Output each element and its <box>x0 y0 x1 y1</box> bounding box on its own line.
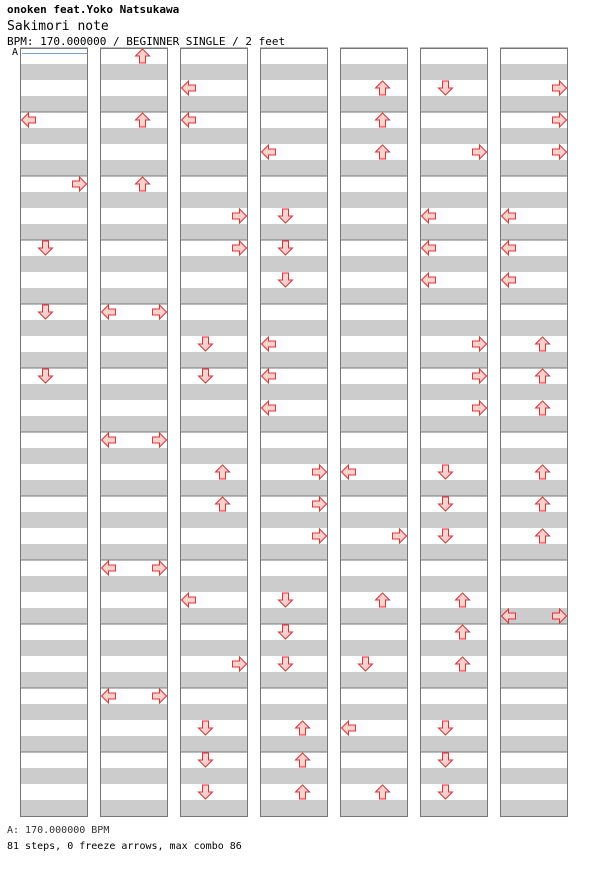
beat-stripe <box>260 448 328 464</box>
song-artist: onoken feat.Yoko Natsukawa <box>7 3 180 16</box>
step-arrow-icon <box>313 497 327 511</box>
beat-stripe <box>420 416 488 432</box>
step-arrow-icon <box>153 433 167 447</box>
step-arrow-icon <box>39 305 53 319</box>
step-arrow-icon <box>393 529 407 543</box>
beat-stripe <box>180 384 248 400</box>
beat-stripe <box>260 288 328 304</box>
step-arrow-icon <box>376 785 390 799</box>
beat-stripe <box>260 352 328 368</box>
beat-stripe <box>180 64 248 80</box>
beat-stripe <box>500 224 568 240</box>
step-arrow-icon <box>73 177 87 191</box>
step-arrow-icon <box>536 401 550 415</box>
beat-stripe <box>500 416 568 432</box>
beat-stripe <box>340 576 408 592</box>
step-arrow-icon <box>153 689 167 703</box>
beat-stripe <box>340 160 408 176</box>
beat-stripe <box>420 640 488 656</box>
beat-stripe <box>420 384 488 400</box>
step-arrow-icon <box>102 561 116 575</box>
beat-stripe <box>180 640 248 656</box>
beat-stripe <box>20 768 88 784</box>
beat-stripe <box>340 640 408 656</box>
beat-stripe <box>20 672 88 688</box>
beat-stripe <box>180 704 248 720</box>
beat-stripe <box>180 192 248 208</box>
beat-stripe <box>100 352 168 368</box>
step-arrow-icon <box>136 113 150 127</box>
beat-stripe <box>20 544 88 560</box>
beat-stripe <box>20 448 88 464</box>
beat-stripe <box>180 128 248 144</box>
step-arrow-icon <box>199 753 213 767</box>
beat-stripe <box>20 640 88 656</box>
beat-stripe <box>340 544 408 560</box>
beat-stripe <box>20 128 88 144</box>
step-arrow-icon <box>153 305 167 319</box>
beat-stripe <box>500 320 568 336</box>
beat-stripe <box>420 800 488 816</box>
beat-stripe <box>100 96 168 112</box>
beat-stripe <box>340 352 408 368</box>
beat-stripe <box>100 704 168 720</box>
beat-stripe <box>500 576 568 592</box>
beat-stripe <box>20 192 88 208</box>
beat-stripe <box>100 448 168 464</box>
beat-stripe <box>180 256 248 272</box>
beat-stripe <box>260 736 328 752</box>
step-arrow-icon <box>136 177 150 191</box>
beat-stripe <box>260 320 328 336</box>
beat-stripe <box>260 704 328 720</box>
beat-stripe <box>180 320 248 336</box>
beat-stripe <box>340 800 408 816</box>
beat-stripe <box>420 64 488 80</box>
step-arrow-icon <box>456 625 470 639</box>
step-arrow-icon <box>262 401 276 415</box>
beat-stripe <box>500 256 568 272</box>
beat-stripe <box>340 480 408 496</box>
beat-stripe <box>260 224 328 240</box>
beat-stripe <box>180 768 248 784</box>
beat-stripe <box>340 384 408 400</box>
beat-stripe <box>500 160 568 176</box>
step-arrow-icon <box>296 785 310 799</box>
beat-stripe <box>20 384 88 400</box>
beat-stripe <box>100 256 168 272</box>
beat-stripe <box>100 736 168 752</box>
beat-stripe <box>420 736 488 752</box>
step-arrow-icon <box>376 145 390 159</box>
step-arrow-icon <box>199 785 213 799</box>
beat-stripe <box>100 64 168 80</box>
beat-stripe <box>260 64 328 80</box>
step-arrow-icon <box>473 401 487 415</box>
beat-stripe <box>340 128 408 144</box>
beat-stripe <box>20 736 88 752</box>
beat-stripe <box>180 576 248 592</box>
beat-stripe <box>100 608 168 624</box>
step-arrow-icon <box>439 529 453 543</box>
beat-stripe <box>500 192 568 208</box>
beat-stripe <box>500 384 568 400</box>
step-arrow-icon <box>39 369 53 383</box>
step-arrow-icon <box>473 145 487 159</box>
beat-stripe <box>260 544 328 560</box>
beat-stripe <box>340 256 408 272</box>
step-arrow-icon <box>262 337 276 351</box>
beat-stripe <box>20 608 88 624</box>
step-arrow-icon <box>536 529 550 543</box>
beat-stripe <box>500 544 568 560</box>
step-arrow-icon <box>102 689 116 703</box>
beat-stripe <box>340 416 408 432</box>
beat-stripe <box>180 480 248 496</box>
step-arrow-icon <box>313 529 327 543</box>
beat-stripe <box>260 160 328 176</box>
step-arrow-icon <box>296 753 310 767</box>
beat-stripe <box>20 160 88 176</box>
beat-stripe <box>340 608 408 624</box>
beat-stripe <box>420 672 488 688</box>
step-arrow-icon <box>376 81 390 95</box>
step-arrow-icon <box>102 433 116 447</box>
beat-stripe <box>100 224 168 240</box>
beat-stripe <box>20 480 88 496</box>
beat-stripe <box>260 800 328 816</box>
beat-stripe <box>180 448 248 464</box>
beat-stripe <box>420 288 488 304</box>
step-arrow-icon <box>553 113 567 127</box>
step-arrow-icon <box>376 113 390 127</box>
step-arrow-icon <box>439 81 453 95</box>
beat-stripe <box>100 672 168 688</box>
beat-stripe <box>500 672 568 688</box>
beat-stripe <box>100 160 168 176</box>
step-arrow-icon <box>233 209 247 223</box>
step-arrow-icon <box>199 369 213 383</box>
beat-stripe <box>420 576 488 592</box>
beat-stripe <box>420 160 488 176</box>
beat-stripe <box>100 800 168 816</box>
beat-stripe <box>260 672 328 688</box>
beat-stripe <box>420 544 488 560</box>
beat-stripe <box>260 608 328 624</box>
footer-steps: 81 steps, 0 freeze arrows, max combo 86 <box>7 841 242 852</box>
beat-stripe <box>420 704 488 720</box>
beat-stripe <box>100 288 168 304</box>
beat-stripe <box>500 480 568 496</box>
step-arrow-icon <box>536 497 550 511</box>
beat-stripe <box>100 192 168 208</box>
step-arrow-icon <box>422 209 436 223</box>
beat-stripe <box>340 96 408 112</box>
beat-stripe <box>180 160 248 176</box>
beat-stripe <box>260 480 328 496</box>
step-arrow-icon <box>502 209 516 223</box>
beat-stripe <box>260 768 328 784</box>
step-arrow-icon <box>199 721 213 735</box>
step-arrow-icon <box>502 241 516 255</box>
beat-stripe <box>340 512 408 528</box>
beat-stripe <box>260 512 328 528</box>
beat-stripe <box>180 544 248 560</box>
step-arrow-icon <box>342 721 356 735</box>
step-arrow-icon <box>279 209 293 223</box>
step-arrow-icon <box>536 465 550 479</box>
beat-stripe <box>500 704 568 720</box>
step-arrow-icon <box>439 497 453 511</box>
beat-stripe <box>340 448 408 464</box>
beat-stripe <box>500 640 568 656</box>
beat-stripe <box>20 288 88 304</box>
beat-stripe <box>500 288 568 304</box>
beat-stripe <box>420 256 488 272</box>
step-arrow-icon <box>102 305 116 319</box>
step-arrow-icon <box>313 465 327 479</box>
beat-stripe <box>340 64 408 80</box>
beat-stripe <box>180 288 248 304</box>
beat-stripe <box>100 384 168 400</box>
step-arrow-icon <box>342 465 356 479</box>
beat-stripe <box>420 320 488 336</box>
beat-stripe <box>260 96 328 112</box>
beat-stripe <box>20 352 88 368</box>
step-arrow-icon <box>39 241 53 255</box>
beat-stripe <box>100 640 168 656</box>
beat-stripe <box>180 672 248 688</box>
bpm-marker: A <box>12 47 19 58</box>
step-arrow-icon <box>296 721 310 735</box>
beat-stripe <box>20 224 88 240</box>
beat-stripe <box>100 128 168 144</box>
beat-stripe <box>20 64 88 80</box>
beat-stripe <box>500 128 568 144</box>
beat-stripe <box>180 512 248 528</box>
step-arrow-icon <box>536 337 550 351</box>
step-arrow-icon <box>216 465 230 479</box>
step-arrow-icon <box>262 369 276 383</box>
beat-stripe <box>420 480 488 496</box>
footer-bpm: A: 170.000000 BPM <box>7 825 110 836</box>
step-arrow-icon <box>502 273 516 287</box>
beat-stripe <box>500 448 568 464</box>
beat-stripe <box>260 128 328 144</box>
step-arrow-icon <box>536 369 550 383</box>
beat-stripe <box>260 256 328 272</box>
beat-stripe <box>500 512 568 528</box>
beat-stripe <box>420 192 488 208</box>
step-arrow-icon <box>182 81 196 95</box>
beat-stripe <box>20 320 88 336</box>
beat-stripe <box>260 416 328 432</box>
step-arrow-icon <box>456 593 470 607</box>
beat-stripe <box>340 192 408 208</box>
beat-stripe <box>20 512 88 528</box>
step-arrow-icon <box>22 113 36 127</box>
beat-stripe <box>420 608 488 624</box>
step-arrow-icon <box>359 657 373 671</box>
beat-stripe <box>100 480 168 496</box>
step-arrow-icon <box>473 369 487 383</box>
beat-stripe <box>500 64 568 80</box>
beat-stripe <box>20 416 88 432</box>
beat-stripe <box>20 800 88 816</box>
beat-stripe <box>420 224 488 240</box>
beat-stripe <box>180 736 248 752</box>
beat-stripe <box>180 800 248 816</box>
chart-info: BPM: 170.000000 / BEGINNER SINGLE / 2 feet <box>7 35 286 48</box>
beat-stripe <box>500 736 568 752</box>
beat-stripe <box>20 576 88 592</box>
beat-stripe <box>260 576 328 592</box>
step-arrow-icon <box>439 721 453 735</box>
beat-stripe <box>100 576 168 592</box>
step-arrow-icon <box>422 241 436 255</box>
beat-stripe <box>180 224 248 240</box>
beat-stripe <box>340 768 408 784</box>
step-arrow-icon <box>456 657 470 671</box>
step-arrow-icon <box>233 241 247 255</box>
step-arrow-icon <box>216 497 230 511</box>
beat-stripe <box>20 704 88 720</box>
beat-stripe <box>340 320 408 336</box>
beat-stripe <box>340 288 408 304</box>
beat-stripe <box>500 352 568 368</box>
step-arrow-icon <box>422 273 436 287</box>
beat-stripe <box>340 704 408 720</box>
beat-stripe <box>500 800 568 816</box>
beat-stripe <box>260 192 328 208</box>
beat-stripe <box>180 96 248 112</box>
beat-stripe <box>100 768 168 784</box>
step-arrow-icon <box>473 337 487 351</box>
step-arrow-icon <box>279 593 293 607</box>
beat-stripe <box>340 736 408 752</box>
beat-stripe <box>500 96 568 112</box>
beat-stripe <box>20 256 88 272</box>
beat-stripe <box>420 512 488 528</box>
step-arrow-icon <box>182 113 196 127</box>
beat-stripe <box>500 768 568 784</box>
beat-stripe <box>180 352 248 368</box>
step-arrow-icon <box>279 241 293 255</box>
song-title: Sakimori note <box>7 19 109 34</box>
step-arrow-icon <box>439 753 453 767</box>
step-arrow-icon <box>439 785 453 799</box>
beat-stripe <box>100 416 168 432</box>
beat-stripe <box>20 96 88 112</box>
step-arrow-icon <box>136 49 150 63</box>
step-arrow-icon <box>233 657 247 671</box>
step-arrow-icon <box>262 145 276 159</box>
beat-stripe <box>260 384 328 400</box>
beat-stripe <box>180 608 248 624</box>
step-arrow-icon <box>182 593 196 607</box>
beat-stripe <box>100 544 168 560</box>
beat-stripe <box>180 416 248 432</box>
step-arrow-icon <box>439 465 453 479</box>
beat-stripe <box>100 320 168 336</box>
beat-stripe <box>260 640 328 656</box>
beat-stripe <box>420 768 488 784</box>
beat-stripe <box>340 224 408 240</box>
step-arrow-icon <box>153 561 167 575</box>
beat-stripe <box>100 512 168 528</box>
beat-stripe <box>420 352 488 368</box>
step-arrow-icon <box>553 145 567 159</box>
step-arrow-icon <box>553 81 567 95</box>
beat-stripe <box>420 128 488 144</box>
beat-stripe <box>420 96 488 112</box>
beat-stripe <box>340 672 408 688</box>
step-arrow-icon <box>279 657 293 671</box>
step-arrow-icon <box>279 273 293 287</box>
step-arrow-icon <box>279 625 293 639</box>
beat-stripe <box>420 448 488 464</box>
step-arrow-icon <box>376 593 390 607</box>
step-arrow-icon <box>199 337 213 351</box>
